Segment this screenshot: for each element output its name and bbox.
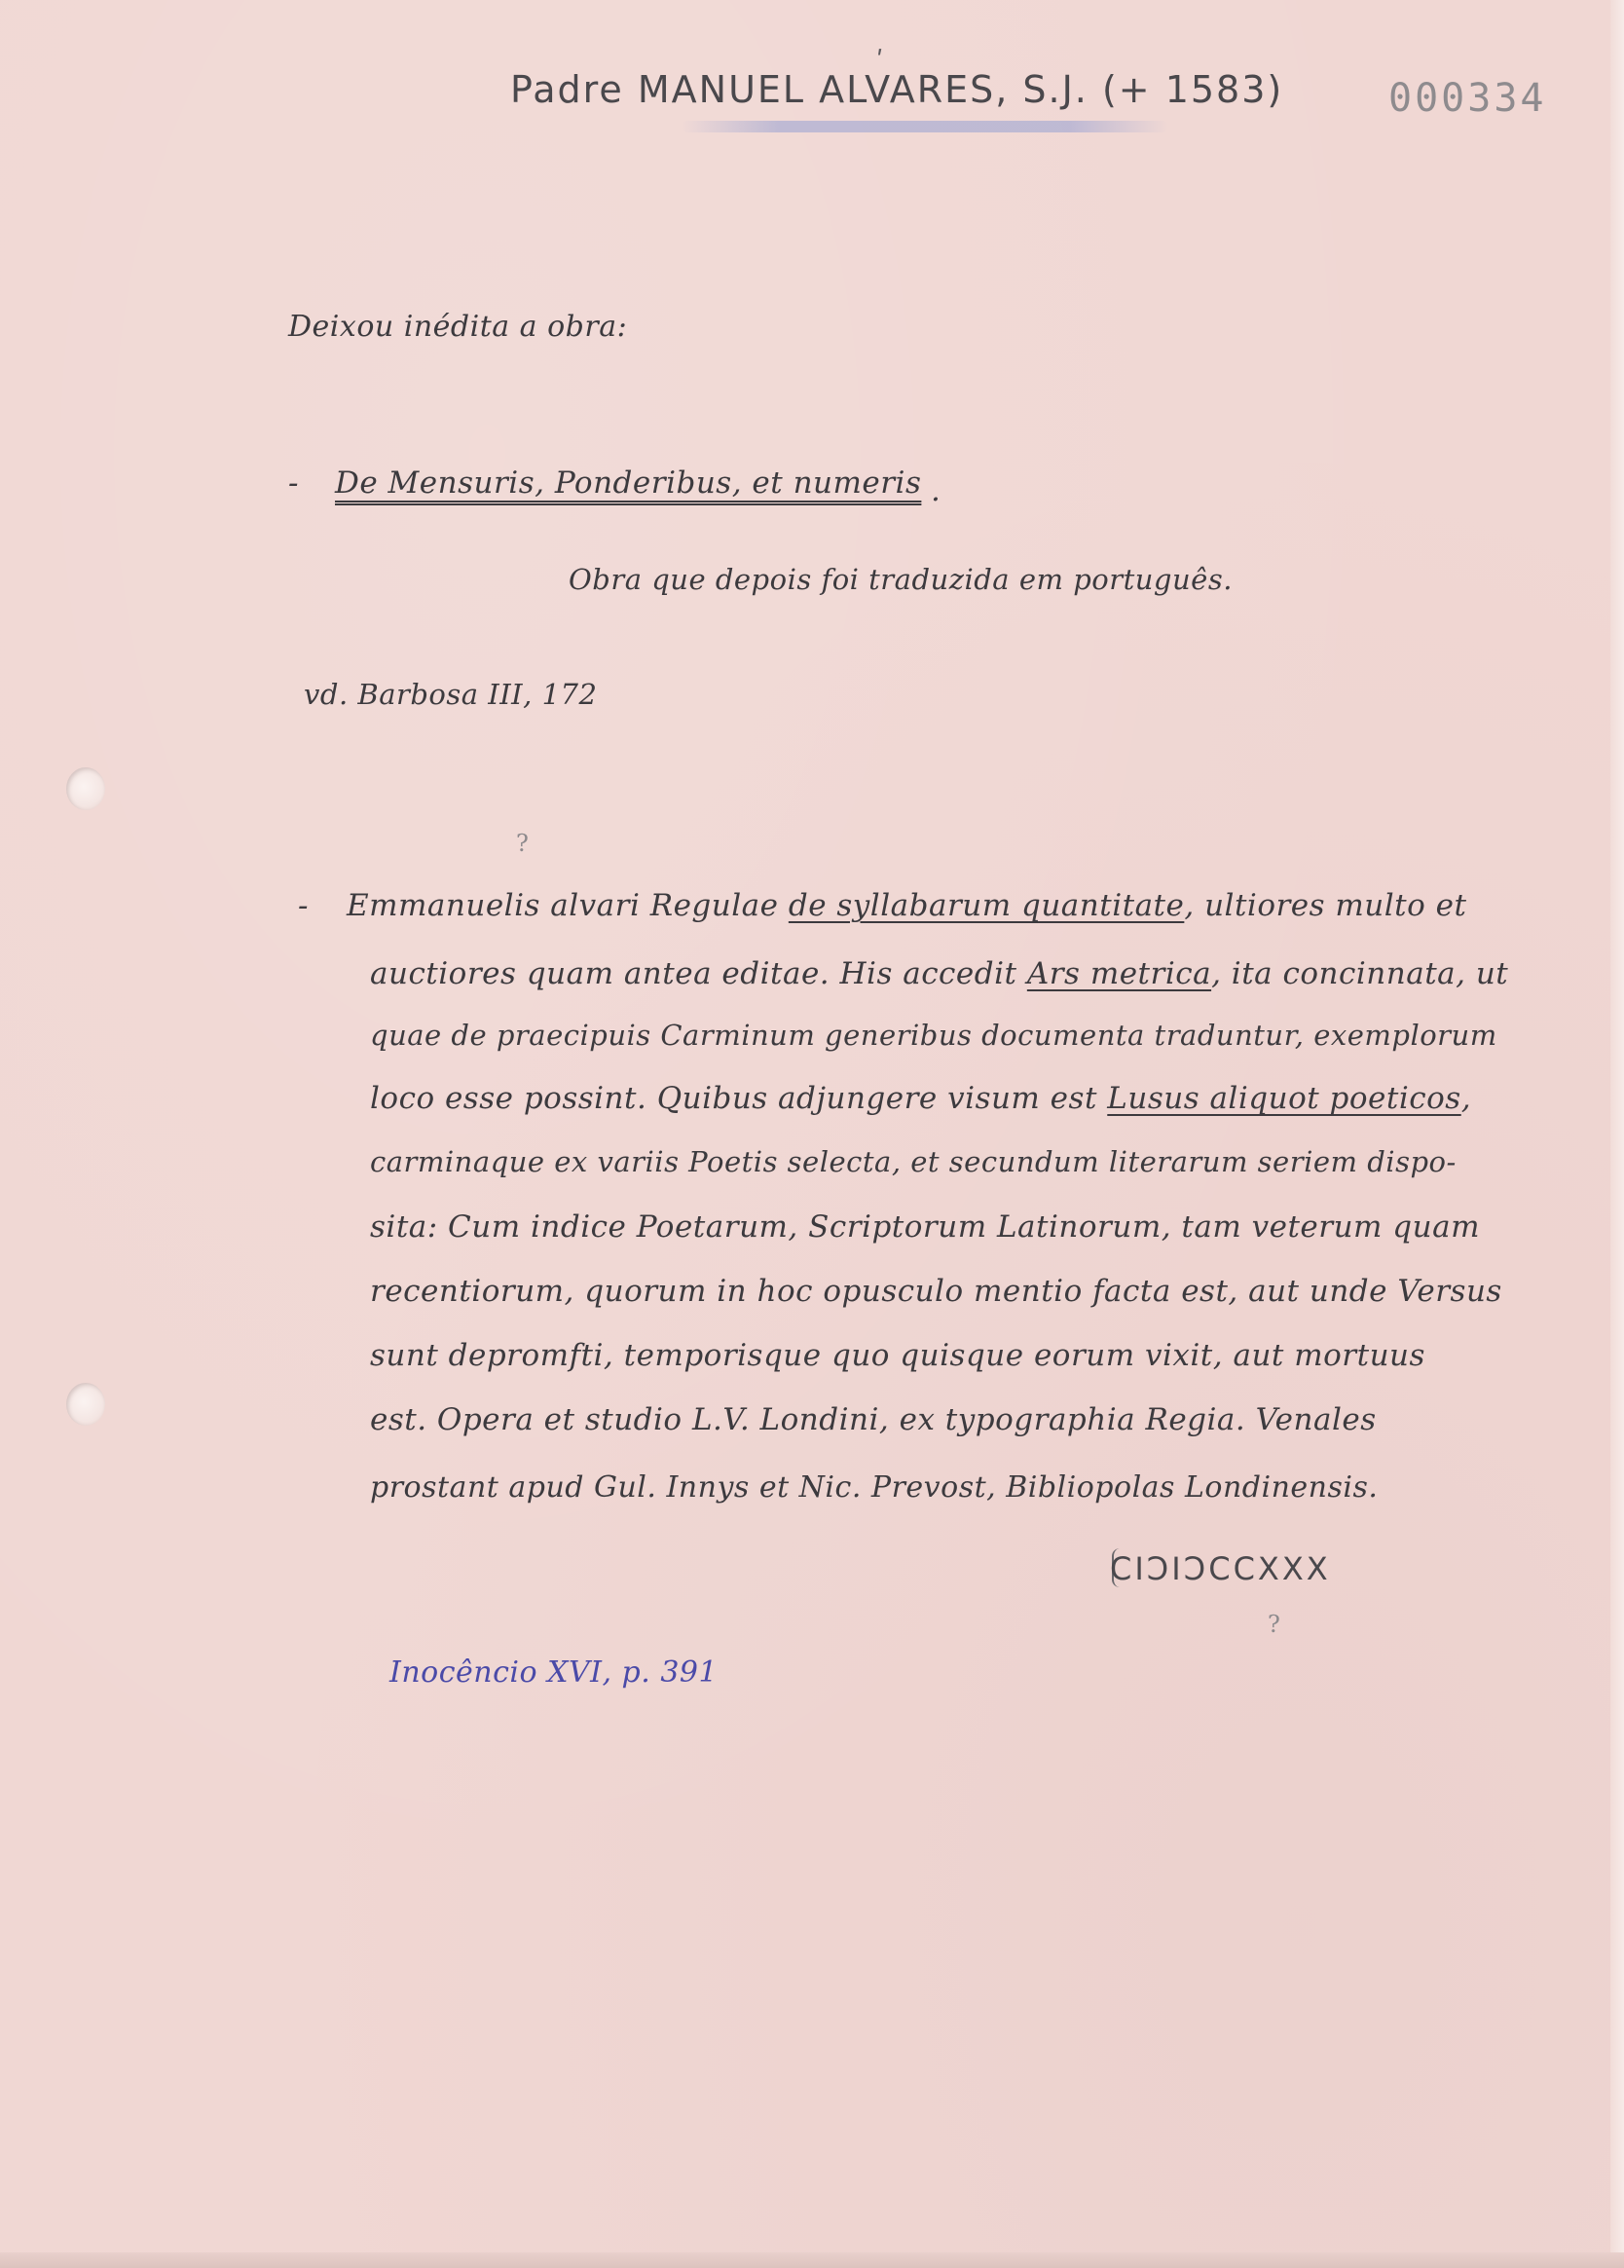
item1-note: Obra que depois foi traduzida em português. xyxy=(569,563,1233,596)
intro-line: Deixou inédita a obra: xyxy=(288,310,628,344)
item1-title: De Mensuris, Ponderibus, et numeris xyxy=(335,465,922,501)
item1-trailing: . xyxy=(931,473,941,508)
page-edge-bottom xyxy=(0,2252,1624,2268)
item2-line-1 xyxy=(347,888,1466,923)
item2-line-9: est. Opera et studio L.V. Londini, ex typographia Regia. Venales xyxy=(370,1402,1377,1437)
reference-barbosa: vd. Barbosa III, 172 xyxy=(304,678,598,711)
item2-line-5: carminaque ex variis Poetis selecta, et secundum literarum seriem dispo- xyxy=(370,1145,1457,1178)
header-accent-mark: ʹ xyxy=(876,47,884,76)
item1-bullet: - xyxy=(288,465,299,501)
item2-line-4 xyxy=(370,1081,1471,1116)
header-title: Padre MANUEL ALVARES, S.J. (+ 1583) xyxy=(510,68,1284,111)
question-mark-2: ? xyxy=(1268,1611,1280,1638)
page-edge-right xyxy=(1610,0,1624,2268)
header-highlight-mark xyxy=(682,121,1168,132)
item2-bullet: - xyxy=(298,888,309,923)
punch-hole-bottom xyxy=(66,1383,105,1426)
roman-date: CIƆIƆCCXXX xyxy=(1110,1550,1331,1587)
question-mark-1: ? xyxy=(516,830,529,857)
item2-line-1-post: , ultiores multo et xyxy=(1184,888,1467,923)
item2-line-1-pre: Emmanuelis alvari Regulae xyxy=(347,888,789,923)
item2-line-2-underlined: Ars metrica xyxy=(1026,956,1212,991)
item2-line-2-pre: auctiores quam antea editae. His accedit xyxy=(370,956,1027,991)
item2-line-10: prostant apud Gul. Innys et Nic. Prevost, Bibliopolas Londinensis. xyxy=(370,1470,1379,1505)
document-number-stamp: 000334 xyxy=(1388,76,1547,121)
item2-line-3: quae de praecipuis Carminum generibus documenta traduntur, exemplorum xyxy=(370,1019,1497,1052)
item2-line-7: recentiorum, quorum in hoc opusculo mentio facta est, aut unde Versus xyxy=(370,1274,1502,1309)
item2-line-8: sunt depromfti, temporisque quo quisque eorum vixit, aut mortuus xyxy=(370,1338,1425,1373)
punch-hole-top xyxy=(66,767,105,810)
item2-line-6: sita: Cum indice Poetarum, Scriptorum Latinorum, tam veterum quam xyxy=(370,1209,1480,1245)
item2-line-4-post: , xyxy=(1460,1081,1472,1116)
item2-line-4-pre: loco esse possint. Quibus adjungere visum est xyxy=(370,1081,1108,1116)
item2-line-2 xyxy=(370,956,1508,991)
item2-line-2-post: , ita concinnata, ut xyxy=(1211,956,1509,991)
item2-line-4-underlined: Lusus aliquot poeticos xyxy=(1107,1081,1461,1116)
reference-inocencio: Inocêncio XVI, p. 391 xyxy=(389,1655,719,1690)
item2-line-1-underlined: de syllabarum quantitate xyxy=(788,888,1185,923)
